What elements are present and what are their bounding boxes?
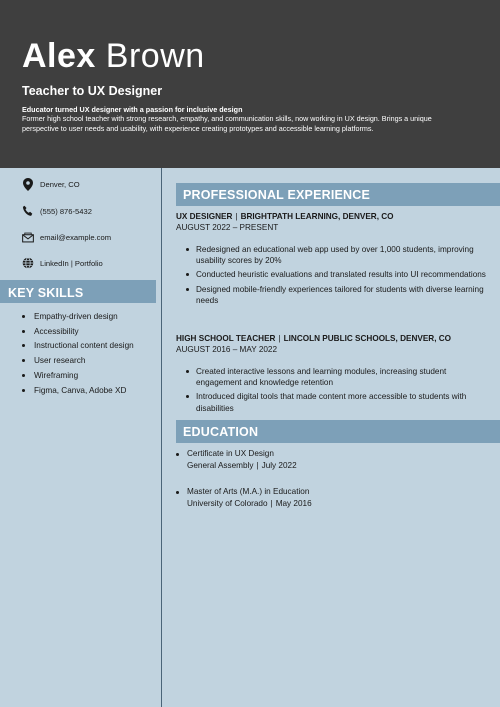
- last-name: Brown: [105, 37, 205, 75]
- contact-links: [22, 256, 152, 270]
- candidate-name: [22, 36, 478, 76]
- contact-location: [22, 177, 152, 191]
- job-bullet: Created interactive lessons and learning modules, increasing student engagement and knowledge retention: [186, 366, 486, 388]
- experience-heading: PROFESSIONAL EXPERIENCE: [176, 183, 500, 206]
- phone-icon: [22, 205, 34, 217]
- location-text: Denver, CO: [40, 179, 80, 189]
- contact-phone: [22, 204, 152, 218]
- skill-item: Accessibility: [22, 324, 134, 339]
- contact-email: [22, 230, 152, 244]
- job-bullet: Redesigned an educational web app used by over 1,000 students, improving usability scores by 20%: [186, 244, 486, 266]
- education-heading: EDUCATION: [176, 420, 500, 443]
- job-2-role: HIGH SCHOOL TEACHER: [176, 334, 276, 343]
- education-item: [176, 486, 476, 510]
- links-text[interactable]: LinkedIn | Portfolio: [40, 258, 103, 268]
- job-1-title: UX DESIGNER | BRIGHTPATH LEARNING, DENVER, CO: [176, 212, 394, 221]
- skill-item: Instructional content design: [22, 339, 134, 354]
- job-2-bullets: [186, 366, 486, 417]
- job-bullet: Designed mobile-friendly experiences tailored for students with diverse learning needs: [186, 284, 486, 306]
- job-1-role: UX DESIGNER: [176, 212, 233, 221]
- education-degree: Certificate in UX Design: [176, 448, 476, 460]
- globe-icon: [22, 257, 34, 269]
- key-skills-heading: KEY SKILLS: [0, 280, 156, 303]
- job-2-dates: AUGUST 2016 – MAY 2022: [176, 345, 278, 354]
- resume-header: [0, 0, 500, 168]
- education-item: [176, 448, 476, 472]
- education-school-date: General Assembly | July 2022: [187, 461, 297, 470]
- job-1-dates: AUGUST 2022 – PRESENT: [176, 223, 279, 232]
- skill-item: Figma, Canva, Adobe XD: [22, 383, 134, 398]
- location-pin-icon: [22, 178, 34, 190]
- education-school-date: University of Colorado | May 2016: [187, 499, 312, 508]
- summary: Former high school teacher with strong research, empathy, and communication skills, now working in UX design. Brings a unique perspective to user needs and usability, with experience creating prototypes and accessible learning platforms.: [22, 114, 432, 133]
- skill-item: Empathy-driven design: [22, 309, 134, 324]
- first-name: Alex: [22, 37, 96, 75]
- job-2-title: HIGH SCHOOL TEACHER | LINCOLN PUBLIC SCHOOLS, DENVER, CO: [176, 334, 452, 343]
- job-bullet: Conducted heuristic evaluations and translated results into UI recommendations: [186, 269, 486, 280]
- job-1-bullets: [186, 244, 486, 309]
- job-bullet: Introduced digital tools that made content more accessible to students with disabilities: [186, 391, 486, 413]
- job-title-headline: Teacher to UX Designer: [22, 84, 163, 98]
- education-degree: Master of Arts (M.A.) in Education: [176, 486, 476, 498]
- tagline: Educator turned UX designer with a passion for inclusive design: [22, 105, 243, 114]
- skill-item: User research: [22, 353, 134, 368]
- job-2-employer: LINCOLN PUBLIC SCHOOLS, DENVER, CO: [283, 334, 452, 343]
- skill-item: Wireframing: [22, 368, 134, 383]
- phone-text: (555) 876-5432: [40, 206, 92, 216]
- email-icon: [22, 231, 34, 243]
- skills-list: [22, 309, 134, 398]
- email-text[interactable]: email@example.com: [40, 232, 112, 242]
- job-1-employer: BRIGHTPATH LEARNING, DENVER, CO: [240, 212, 394, 221]
- column-divider: [161, 168, 162, 707]
